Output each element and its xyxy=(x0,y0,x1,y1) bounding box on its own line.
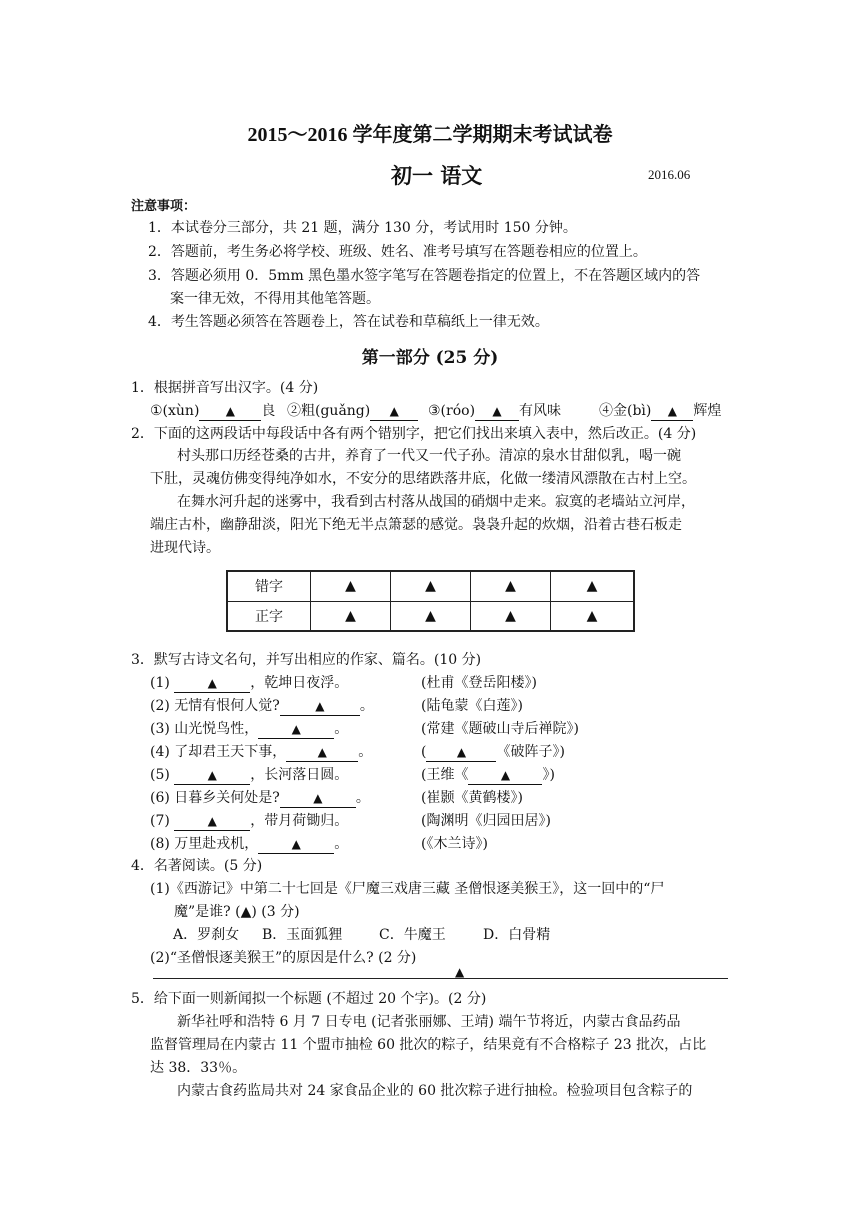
question-3-stem: 3．默写古诗文名句，并写出相应的作家、篇名。(10 分) xyxy=(131,652,482,668)
q3-item: (6) 日暮乡关何处是? ▲ 。 xyxy=(150,790,370,806)
correction-table xyxy=(226,570,635,632)
q3-source: (《木兰诗》) xyxy=(421,836,488,852)
q3-item: (5) ▲ ，长河落日圆。 xyxy=(150,767,349,783)
q4-sub1: (1)《西游记》中第二十七回是《尸魔三戏唐三藏 圣僧恨逐美猴王》，这一回中的“尸 xyxy=(150,881,665,897)
q5-news-line: 新华社呼和浩特 6 月 7 日专电 (记者张丽娜、王靖) 端午节将近，内蒙古食品药品 xyxy=(177,1014,681,1030)
answer-cell: ▲ xyxy=(471,571,551,601)
q4-option: A．罗刹女 xyxy=(173,927,240,943)
q2-passage-line: 进现代诗。 xyxy=(150,540,220,556)
q3-item: (3) 山光悦鸟性， ▲ 。 xyxy=(150,721,349,737)
table-row xyxy=(227,601,634,631)
q1-item-1: ①(xùn) ▲ 良 xyxy=(150,403,276,419)
q3-source: (陆龟蒙《白莲》) xyxy=(421,698,523,714)
q3-source: (常建《题破山寺后禅院》) xyxy=(421,721,579,737)
q1-item-3: ③(róo) ▲ 有风味 xyxy=(428,403,562,419)
q3-source: (陶渊明《归园田居》) xyxy=(421,813,551,829)
q1-item-4: ④金(bì) ▲ 辉煌 xyxy=(599,403,722,419)
q3-item: (1) ▲ ，乾坤日夜浮。 xyxy=(150,675,349,691)
answer-line xyxy=(153,978,728,979)
q3-item: (4) 了却君王天下事， ▲ 。 xyxy=(150,744,373,760)
q1-item-2: ②粗(guǎng) ▲ xyxy=(287,401,418,421)
answer-cell: ▲ xyxy=(391,601,471,631)
q4-option: D．白骨精 xyxy=(483,927,551,943)
notice-item: 2．答题前，考生务必将学校、班级、姓名、准考号填写在答题卷相应的位置上。 xyxy=(148,244,647,260)
notice-item: 4．考生答题必须答在答题卷上，答在试卷和草稿纸上一律无效。 xyxy=(148,314,549,330)
q3-source: (杜甫《登岳阳楼》) xyxy=(421,675,537,691)
q2-passage-line: 在舞水河升起的迷雾中，我看到古村落从战国的硝烟中走来。寂寞的老墙站立河岸， xyxy=(177,494,695,510)
q5-news-line: 达 38．33％。 xyxy=(150,1060,247,1076)
answer-cell: ▲ xyxy=(311,601,391,631)
notice-heading: 注意事项： xyxy=(131,199,197,214)
q4-option: B．玉面狐狸 xyxy=(262,927,343,943)
exam-date: 2016.06 xyxy=(648,167,691,182)
question-5-stem: 5．给下面一则新闻拟一个标题 (不超过 20 个字)。(2 分) xyxy=(131,991,487,1007)
q3-source: (崔颢《黄鹤楼》) xyxy=(421,790,523,806)
notice-item: 3．答题必须用 0．5mm 黑色墨水签字笔写在答题卷指定的位置上，不在答题区域内的答 xyxy=(148,268,701,284)
q4-sub2: (2)“圣僧恨逐美猴王”的原因是什么? (2 分) xyxy=(150,950,417,966)
answer-cell: ▲ xyxy=(551,601,634,631)
row-label-correct: 正字 xyxy=(227,601,311,631)
part-heading: 第一部分 (25 分) xyxy=(361,348,499,368)
q3-source: (王维《 ▲ 》) xyxy=(421,767,555,783)
answer-cell: ▲ xyxy=(391,571,471,601)
q3-source: ( ▲ 《破阵子》) xyxy=(421,744,565,760)
q3-item: (8) 万里赴戎机， ▲ 。 xyxy=(150,836,349,852)
q4-sub1-cont: 魔”是谁? (▲) (3 分) xyxy=(174,904,300,920)
answer-cell: ▲ xyxy=(311,571,391,601)
answer-mark: ▲ xyxy=(667,404,677,418)
question-1-stem: 1．根据拼音写出汉字。(4 分) xyxy=(131,380,319,396)
row-label-wrong: 错字 xyxy=(227,571,311,601)
answer-mark: ▲ xyxy=(455,965,465,979)
answer-mark: ▲ xyxy=(225,404,236,418)
answer-cell: ▲ xyxy=(551,571,634,601)
q2-passage-line: 下肚，灵魂仿佛变得纯净如水，不安分的思绪跌落井底，化做一缕清风漂散在古村上空。 xyxy=(150,471,696,487)
question-2-stem: 2．下面的这两段话中每段话中各有两个错别字，把它们找出来填入表中，然后改正。(4 分) xyxy=(131,426,697,442)
q3-item: (7) ▲ ，带月荷锄归。 xyxy=(150,813,349,829)
exam-subtitle: 初一 语文 xyxy=(391,163,483,188)
table-row xyxy=(227,571,634,601)
exam-title: 2015～2016 学年度第二学期期末考试试卷 xyxy=(247,124,613,146)
q3-item: (2) 无情有恨何人觉? ▲ 。 xyxy=(150,698,374,714)
q2-passage-line: 村头那口历经苍桑的古井，养育了一代又一代子孙。清凉的泉水甘甜似乳，喝一碗 xyxy=(177,448,681,464)
answer-mark: ▲ xyxy=(492,404,502,418)
q2-passage-line: 端庄古朴，幽静甜淡，阳光下绝无半点箫瑟的感觉。袅袅升起的炊烟，沿着古巷石板走 xyxy=(150,517,682,533)
q5-news-line: 监督管理局在内蒙古 11 个盟市抽检 60 批次的粽子，结果竟有不合格粽子 23 批次，占比 xyxy=(150,1037,707,1053)
q4-option: C．牛魔王 xyxy=(379,927,446,943)
q5-news-line: 内蒙古食药监局共对 24 家食品企业的 60 批次粽子进行抽检。检验项目包含粽子的 xyxy=(177,1083,693,1099)
notice-item: 案一律无效，不得用其他笔答题。 xyxy=(170,291,380,307)
notice-item: 1．本试卷分三部分，共 21 题，满分 130 分，考试用时 150 分钟。 xyxy=(148,220,577,236)
answer-mark: ▲ xyxy=(389,404,399,418)
question-4-stem: 4．名著阅读。(5 分) xyxy=(131,858,263,874)
answer-cell: ▲ xyxy=(471,601,551,631)
